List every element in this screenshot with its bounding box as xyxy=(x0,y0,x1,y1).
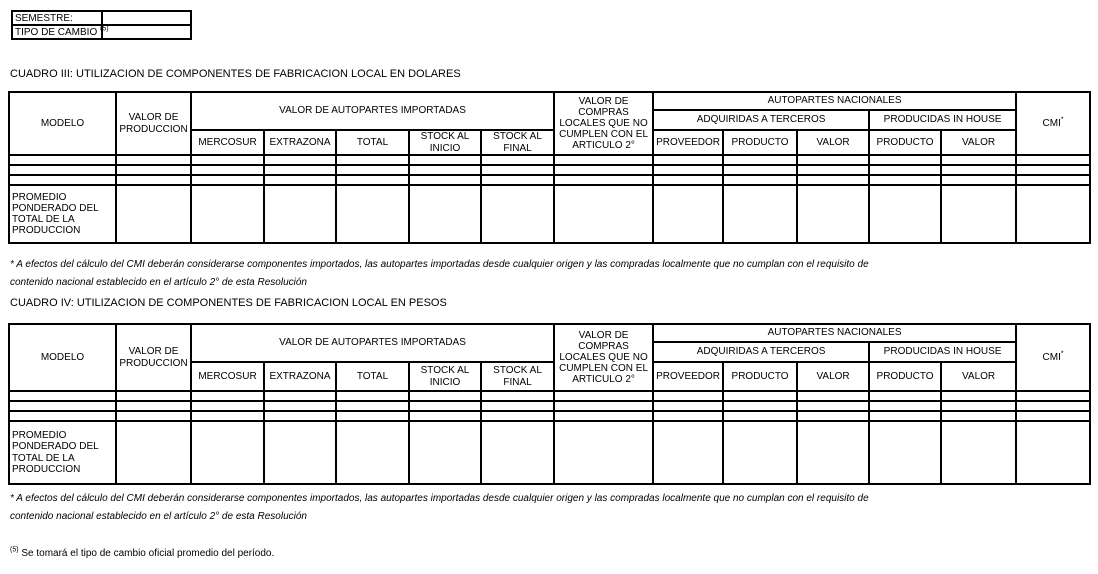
empty-cell xyxy=(554,165,653,175)
footnote5-text: Se tomará el tipo de cambio oficial promedio del período. xyxy=(18,548,275,559)
empty-cell xyxy=(481,391,554,401)
empty-cell xyxy=(409,401,481,411)
footnote5-sup: (5) xyxy=(10,546,19,554)
cuadro4-empty-row xyxy=(9,391,1090,401)
empty-cell xyxy=(264,401,336,411)
empty-cell xyxy=(116,185,191,243)
empty-cell xyxy=(554,401,653,411)
semestre-value-cell xyxy=(102,11,192,25)
empty-cell xyxy=(191,391,264,401)
header-cmi xyxy=(1016,92,1090,155)
header-valor-terceros: VALOR xyxy=(797,362,869,391)
empty-cell xyxy=(723,175,797,185)
empty-cell xyxy=(336,155,409,165)
cuadro3-empty-row xyxy=(9,165,1090,175)
header-mercosur: MERCOSUR xyxy=(191,130,264,155)
empty-cell xyxy=(481,421,554,484)
empty-cell xyxy=(336,165,409,175)
promedio-label-cell: PROMEDIO PONDERADO DEL TOTAL DE LA PRODUCCION xyxy=(9,421,116,484)
empty-cell xyxy=(869,155,941,165)
header-compras-locales: VALOR DE COMPRAS LOCALES QUE NO CUMPLEN CON EL ARTICULO 2° xyxy=(554,324,653,391)
empty-cell xyxy=(1016,185,1090,243)
header-adquiridas-terceros: ADQUIRIDAS A TERCEROS xyxy=(653,342,869,362)
empty-cell xyxy=(797,175,869,185)
empty-cell xyxy=(116,421,191,484)
empty-cell xyxy=(869,175,941,185)
cuadro4-footnote-line1: * A efectos del cálculo del CMI deberán considerarse componentes importados, las autopartes importadas desde cualquier origen y las compradas localmente que no cumplan con el requisito de xyxy=(10,493,869,504)
header-extrazona: EXTRAZONA xyxy=(264,130,336,155)
empty-cell xyxy=(116,175,191,185)
header-stock-final: STOCK AL FINAL xyxy=(481,362,554,391)
empty-cell xyxy=(554,175,653,185)
empty-cell xyxy=(116,391,191,401)
empty-cell xyxy=(653,175,723,185)
empty-cell xyxy=(481,175,554,185)
empty-cell xyxy=(554,411,653,421)
empty-cell xyxy=(1016,401,1090,411)
empty-cell xyxy=(723,185,797,243)
empty-cell xyxy=(9,165,116,175)
cuadro3-footnote-line1: * A efectos del cálculo del CMI deberán considerarse componentes importados, las autopartes importadas desde cualquier origen y las compradas localmente que no cumplan con el requisito de xyxy=(10,259,869,270)
cuadro3-header-row-1 xyxy=(9,92,1090,110)
header-modelo: MODELO xyxy=(9,324,116,391)
empty-cell xyxy=(336,391,409,401)
empty-cell xyxy=(869,165,941,175)
empty-cell xyxy=(554,421,653,484)
header-producidas-inhouse: PRODUCIDAS IN HOUSE xyxy=(869,342,1016,362)
header-proveedor: PROVEEDOR xyxy=(653,130,723,155)
empty-cell xyxy=(9,411,116,421)
empty-cell xyxy=(264,155,336,165)
empty-cell xyxy=(116,411,191,421)
header-compras-locales: VALOR DE COMPRAS LOCALES QUE NO CUMPLEN CON EL ARTICULO 2° xyxy=(554,92,653,155)
cuadro4-empty-row xyxy=(9,411,1090,421)
empty-cell xyxy=(869,411,941,421)
empty-cell xyxy=(191,185,264,243)
empty-cell xyxy=(116,155,191,165)
empty-cell xyxy=(653,165,723,175)
cuadro3-title: CUADRO III: UTILIZACION DE COMPONENTES DE FABRICACION LOCAL EN DOLARES xyxy=(10,68,461,80)
empty-cell xyxy=(9,175,116,185)
empty-cell xyxy=(9,155,116,165)
empty-cell xyxy=(869,401,941,411)
empty-cell xyxy=(409,185,481,243)
empty-cell xyxy=(653,411,723,421)
empty-cell xyxy=(481,411,554,421)
empty-cell xyxy=(941,175,1016,185)
empty-cell xyxy=(869,391,941,401)
header-total: TOTAL xyxy=(336,362,409,391)
empty-cell xyxy=(554,391,653,401)
empty-cell xyxy=(481,401,554,411)
empty-cell xyxy=(1016,155,1090,165)
cuadro4-footnote-line2: contenido nacional establecido en el artículo 2° de esta Resolución xyxy=(10,511,307,522)
cuadro4-footnote xyxy=(10,490,869,526)
empty-cell xyxy=(941,185,1016,243)
empty-cell xyxy=(723,391,797,401)
header-modelo: MODELO xyxy=(9,92,116,155)
header-extrazona: EXTRAZONA xyxy=(264,362,336,391)
header-stock-inicio: STOCK AL INICIO xyxy=(409,130,481,155)
empty-cell xyxy=(723,421,797,484)
empty-cell xyxy=(9,401,116,411)
header-autopartes-importadas: VALOR DE AUTOPARTES IMPORTADAS xyxy=(191,92,554,130)
header-producidas-inhouse: PRODUCIDAS IN HOUSE xyxy=(869,110,1016,130)
empty-cell xyxy=(723,165,797,175)
empty-cell xyxy=(941,421,1016,484)
empty-cell xyxy=(941,165,1016,175)
empty-cell xyxy=(941,401,1016,411)
semestre-label: SEMESTRE: xyxy=(15,12,73,24)
cuadro3-table xyxy=(8,91,1091,244)
header-cmi-label: CMI xyxy=(1042,117,1061,129)
empty-cell xyxy=(797,401,869,411)
cuadro3-footnote xyxy=(10,256,869,292)
empty-cell xyxy=(336,411,409,421)
empty-cell xyxy=(336,421,409,484)
header-producto-inhouse: PRODUCTO xyxy=(869,362,941,391)
empty-cell xyxy=(1016,411,1090,421)
empty-cell xyxy=(723,411,797,421)
cuadro4-header-row-1 xyxy=(9,324,1090,342)
empty-cell xyxy=(797,165,869,175)
empty-cell xyxy=(653,185,723,243)
empty-cell xyxy=(264,165,336,175)
empty-cell xyxy=(941,411,1016,421)
empty-cell xyxy=(264,185,336,243)
tipo-de-cambio-row xyxy=(12,25,191,39)
empty-cell xyxy=(869,421,941,484)
empty-cell xyxy=(797,185,869,243)
empty-cell xyxy=(9,391,116,401)
header-producto-inhouse: PRODUCTO xyxy=(869,130,941,155)
footnote5 xyxy=(10,548,274,559)
empty-cell xyxy=(1016,421,1090,484)
cuadro4-empty-row xyxy=(9,401,1090,411)
empty-cell xyxy=(191,421,264,484)
empty-cell xyxy=(336,175,409,185)
empty-cell xyxy=(554,155,653,165)
empty-cell xyxy=(191,165,264,175)
empty-cell xyxy=(409,175,481,185)
header-cmi-label: CMI xyxy=(1042,351,1061,363)
header-autopartes-nacionales: AUTOPARTES NACIONALES xyxy=(653,92,1016,110)
promedio-label-cell: PROMEDIO PONDERADO DEL TOTAL DE LA PRODUCCION xyxy=(9,185,116,243)
empty-cell xyxy=(653,401,723,411)
header-valor-produccion: VALOR DE PRODUCCION xyxy=(116,92,191,155)
empty-cell xyxy=(1016,165,1090,175)
semestre-form-table xyxy=(11,10,192,40)
empty-cell xyxy=(409,155,481,165)
cuadro3-empty-row xyxy=(9,155,1090,165)
empty-cell xyxy=(723,401,797,411)
empty-cell xyxy=(554,185,653,243)
empty-cell xyxy=(869,185,941,243)
tipo-de-cambio-label-cell xyxy=(12,25,109,39)
cuadro4-title: CUADRO IV: UTILIZACION DE COMPONENTES DE FABRICACION LOCAL EN PESOS xyxy=(10,297,447,309)
empty-cell xyxy=(481,185,554,243)
header-autopartes-nacionales: AUTOPARTES NACIONALES xyxy=(653,324,1016,342)
empty-cell xyxy=(797,411,869,421)
header-proveedor: PROVEEDOR xyxy=(653,362,723,391)
empty-cell xyxy=(116,401,191,411)
header-adquiridas-terceros: ADQUIRIDAS A TERCEROS xyxy=(653,110,869,130)
empty-cell xyxy=(264,175,336,185)
empty-cell xyxy=(336,401,409,411)
header-valor-produccion: VALOR DE PRODUCCION xyxy=(116,324,191,391)
header-cmi xyxy=(1016,324,1090,391)
empty-cell xyxy=(264,421,336,484)
empty-cell xyxy=(409,421,481,484)
empty-cell xyxy=(191,155,264,165)
empty-cell xyxy=(797,421,869,484)
empty-cell xyxy=(1016,391,1090,401)
empty-cell xyxy=(116,165,191,175)
empty-cell xyxy=(191,175,264,185)
header-autopartes-importadas: VALOR DE AUTOPARTES IMPORTADAS xyxy=(191,324,554,362)
empty-cell xyxy=(797,391,869,401)
empty-cell xyxy=(941,391,1016,401)
header-valor-terceros: VALOR xyxy=(797,130,869,155)
empty-cell xyxy=(797,155,869,165)
header-mercosur: MERCOSUR xyxy=(191,362,264,391)
empty-cell xyxy=(723,155,797,165)
semestre-label-cell xyxy=(12,11,102,25)
cuadro3-empty-row xyxy=(9,175,1090,185)
header-stock-final: STOCK AL FINAL xyxy=(481,130,554,155)
empty-cell xyxy=(336,185,409,243)
header-valor-inhouse: VALOR xyxy=(941,362,1016,391)
semestre-row xyxy=(12,11,191,25)
header-cmi-sup: * xyxy=(1060,116,1064,124)
empty-cell xyxy=(409,411,481,421)
empty-cell xyxy=(941,155,1016,165)
header-producto-terceros: PRODUCTO xyxy=(723,362,797,391)
empty-cell xyxy=(409,165,481,175)
cuadro3-footnote-line2: contenido nacional establecido en el artículo 2° de esta Resolución xyxy=(10,277,307,288)
empty-cell xyxy=(653,421,723,484)
empty-cell xyxy=(409,391,481,401)
empty-cell xyxy=(481,155,554,165)
empty-cell xyxy=(653,155,723,165)
header-producto-terceros: PRODUCTO xyxy=(723,130,797,155)
cuadro3-promedio-row xyxy=(9,185,1090,243)
tipo-de-cambio-value-cell xyxy=(102,25,192,39)
header-total: TOTAL xyxy=(336,130,409,155)
tipo-de-cambio-label-sup: (5) xyxy=(100,25,109,33)
empty-cell xyxy=(481,165,554,175)
empty-cell xyxy=(1016,175,1090,185)
header-cmi-sup: * xyxy=(1060,350,1064,358)
empty-cell xyxy=(191,401,264,411)
cuadro4-table xyxy=(8,323,1091,485)
header-valor-inhouse: VALOR xyxy=(941,130,1016,155)
empty-cell xyxy=(191,411,264,421)
empty-cell xyxy=(653,391,723,401)
header-stock-inicio: STOCK AL INICIO xyxy=(409,362,481,391)
tipo-de-cambio-label: TIPO DE CAMBIO xyxy=(15,26,101,38)
cuadro4-promedio-row xyxy=(9,421,1090,484)
empty-cell xyxy=(264,391,336,401)
empty-cell xyxy=(264,411,336,421)
